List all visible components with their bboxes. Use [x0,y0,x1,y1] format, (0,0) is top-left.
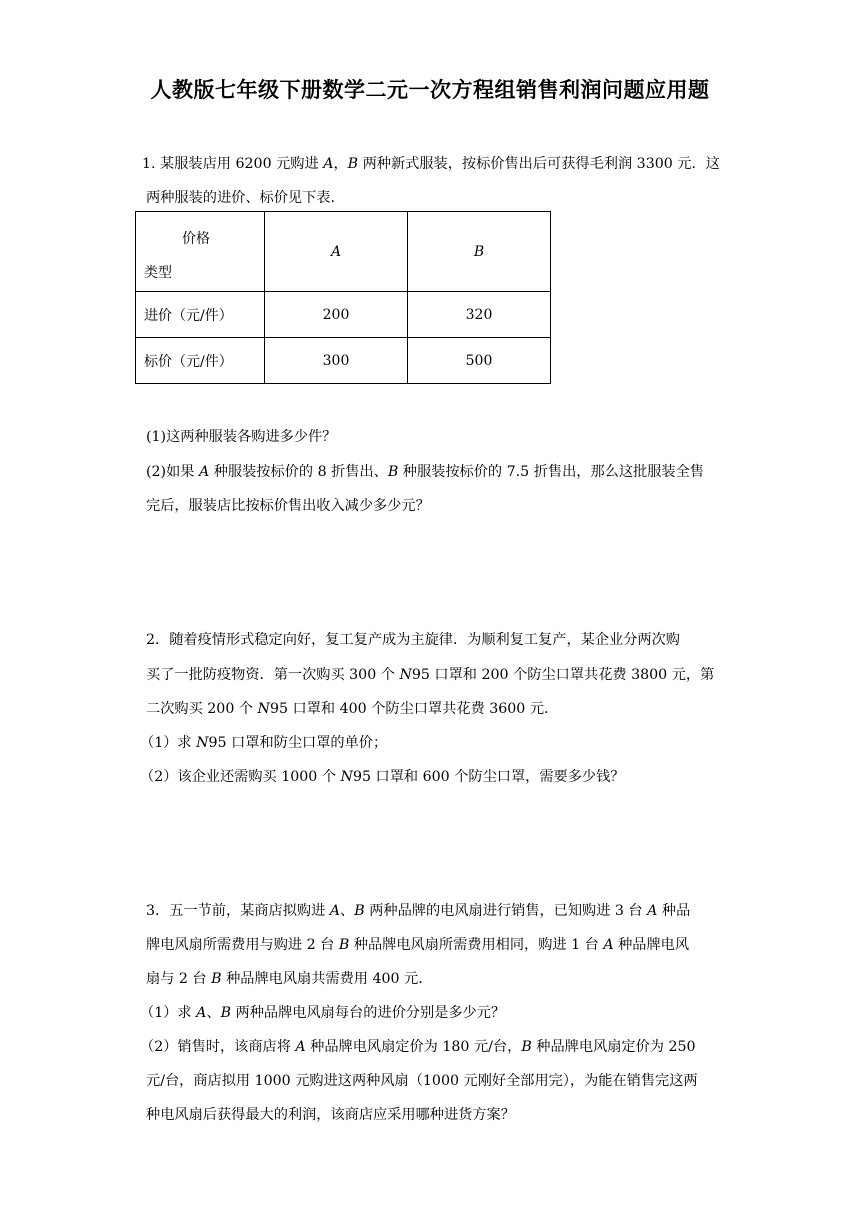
var-b: B [220,1005,231,1021]
q1-line-2: 两种服装的进价、标价见下表． [146,190,345,206]
q3-text: 种品牌电风扇共需费用 400 元． [221,971,433,987]
q3-sub-2-cont: 元/台，商店拟用 1000 元购进这两种风扇（1000 元刚好全部用完），为能在销售完这两 [146,1073,698,1089]
q3-text: 牌电风扇所需费用与购进 2 台 [146,937,339,953]
var-b: B [211,971,222,987]
column-header-a: A [265,212,408,292]
q1-sub-2 [146,461,704,481]
var-n: N [399,667,412,683]
q2-text: 买了一批防疫物资．第一次购买 300 个 [146,667,400,683]
var-a: A [647,903,658,919]
q2-text: （2）该企业还需购买 1000 个 [140,769,341,785]
q1-text: 两种新式服装，按标价售出后可获得毛利润 3300 元．这 [358,156,720,172]
q3-text: 两种品牌电风扇每台的进价分别是多少元？ [231,1005,506,1021]
var-n: N [340,769,353,785]
q2-text: 95 口罩和 400 个防尘口罩共花费 3600 元． [269,701,559,717]
price-table [135,211,551,384]
q3-line-1 [146,900,690,920]
q1-sub-1: (1)这两种服装各购进多少件？ [146,429,337,445]
cell-value: 320 [408,292,551,338]
row-label: 进价（元/件） [136,292,265,338]
q3-sub-2-cont-2: 种电风扇后获得最大的利润，该商店应采用哪种进货方案？ [146,1107,515,1123]
q2-text: 95 口罩和 200 个防尘口罩共花费 3800 元，第 [411,667,715,683]
var-a: A [329,903,341,919]
table-row [136,338,551,384]
page-title: 人教版七年级下册数学二元一次方程组销售利润问题应用题 [150,78,710,102]
cell-value: 300 [265,338,408,384]
var-a: A [323,156,334,172]
q3-line-3 [146,968,432,988]
header-price-label: 价格 [182,231,210,247]
q1-sub-2-cont: 完后，服装店比按标价售出收入减少多少元？ [146,498,430,514]
var-b: B [338,937,350,953]
q2-line-2 [146,664,714,684]
var-b: B [354,903,365,919]
var-b: B [347,156,359,172]
q1-text: 1. 某服装店用 6200 元购进 [142,156,324,172]
table-header-row [136,212,551,292]
var-a: A [196,1005,207,1021]
var-b: B [521,1039,532,1055]
q3-text: （2）销售时，该商店将 [140,1039,296,1055]
q2-text: 95 口罩和防尘口罩的单价； [208,735,388,751]
q1-text: (2)如果 [146,464,199,480]
q2-text: 95 口罩和 600 个防尘口罩，需要多少钱？ [352,769,625,785]
var-a: A [198,464,210,480]
table-row [136,292,551,338]
q3-text: 、 [340,903,355,919]
cell-value: 500 [408,338,551,384]
q2-text: （1）求 [140,735,197,751]
q3-sub-2 [140,1036,696,1056]
q1-line-1 [142,153,720,173]
q1-text: ， [333,156,348,172]
q3-line-2 [146,934,689,954]
header-type-label: 类型 [144,265,172,281]
q2-line-3 [146,698,558,718]
q3-text: 种品牌电风扇所需费用相同，购进 1 台 [349,937,604,953]
q3-text: 、 [206,1005,221,1021]
q3-text: （1）求 [140,1005,197,1021]
var-b: B [387,464,399,480]
q3-text: 两种品牌的电风扇进行销售，已知购进 3 台 [364,903,648,919]
q3-text: 种品牌电风扇定价为 180 元/台， [305,1039,522,1055]
cell-value: 200 [265,292,408,338]
q3-text: 扇与 2 台 [146,971,212,987]
q2-text: 二次购买 200 个 [146,701,258,717]
q2-line-1: 2．随着疫情形式稳定向好，复工复产成为主旋律．为顺利复工复产，某企业分两次购 [146,632,680,648]
table-corner-cell [136,212,265,292]
var-n: N [196,735,209,751]
q2-sub-1 [140,732,387,752]
q3-text: 种品牌电风扇定价为 250 [531,1039,696,1055]
row-label: 标价（元/件） [136,338,265,384]
column-header-b: B [408,212,551,292]
var-a: A [603,937,614,953]
q3-text: 种品牌电风 [613,937,690,953]
var-a: A [295,1039,306,1055]
q3-text: 3．五一节前，某商店拟购进 [146,903,330,919]
q3-text: 种品 [657,903,691,919]
q1-text: 种服装按标价的 8 折售出、 [209,464,388,480]
q3-sub-1 [140,1002,505,1022]
q1-text: 种服装按标价的 7.5 折售出，那么这批服装全售 [398,464,704,480]
var-n: N [257,701,270,717]
q2-sub-2 [140,766,624,786]
